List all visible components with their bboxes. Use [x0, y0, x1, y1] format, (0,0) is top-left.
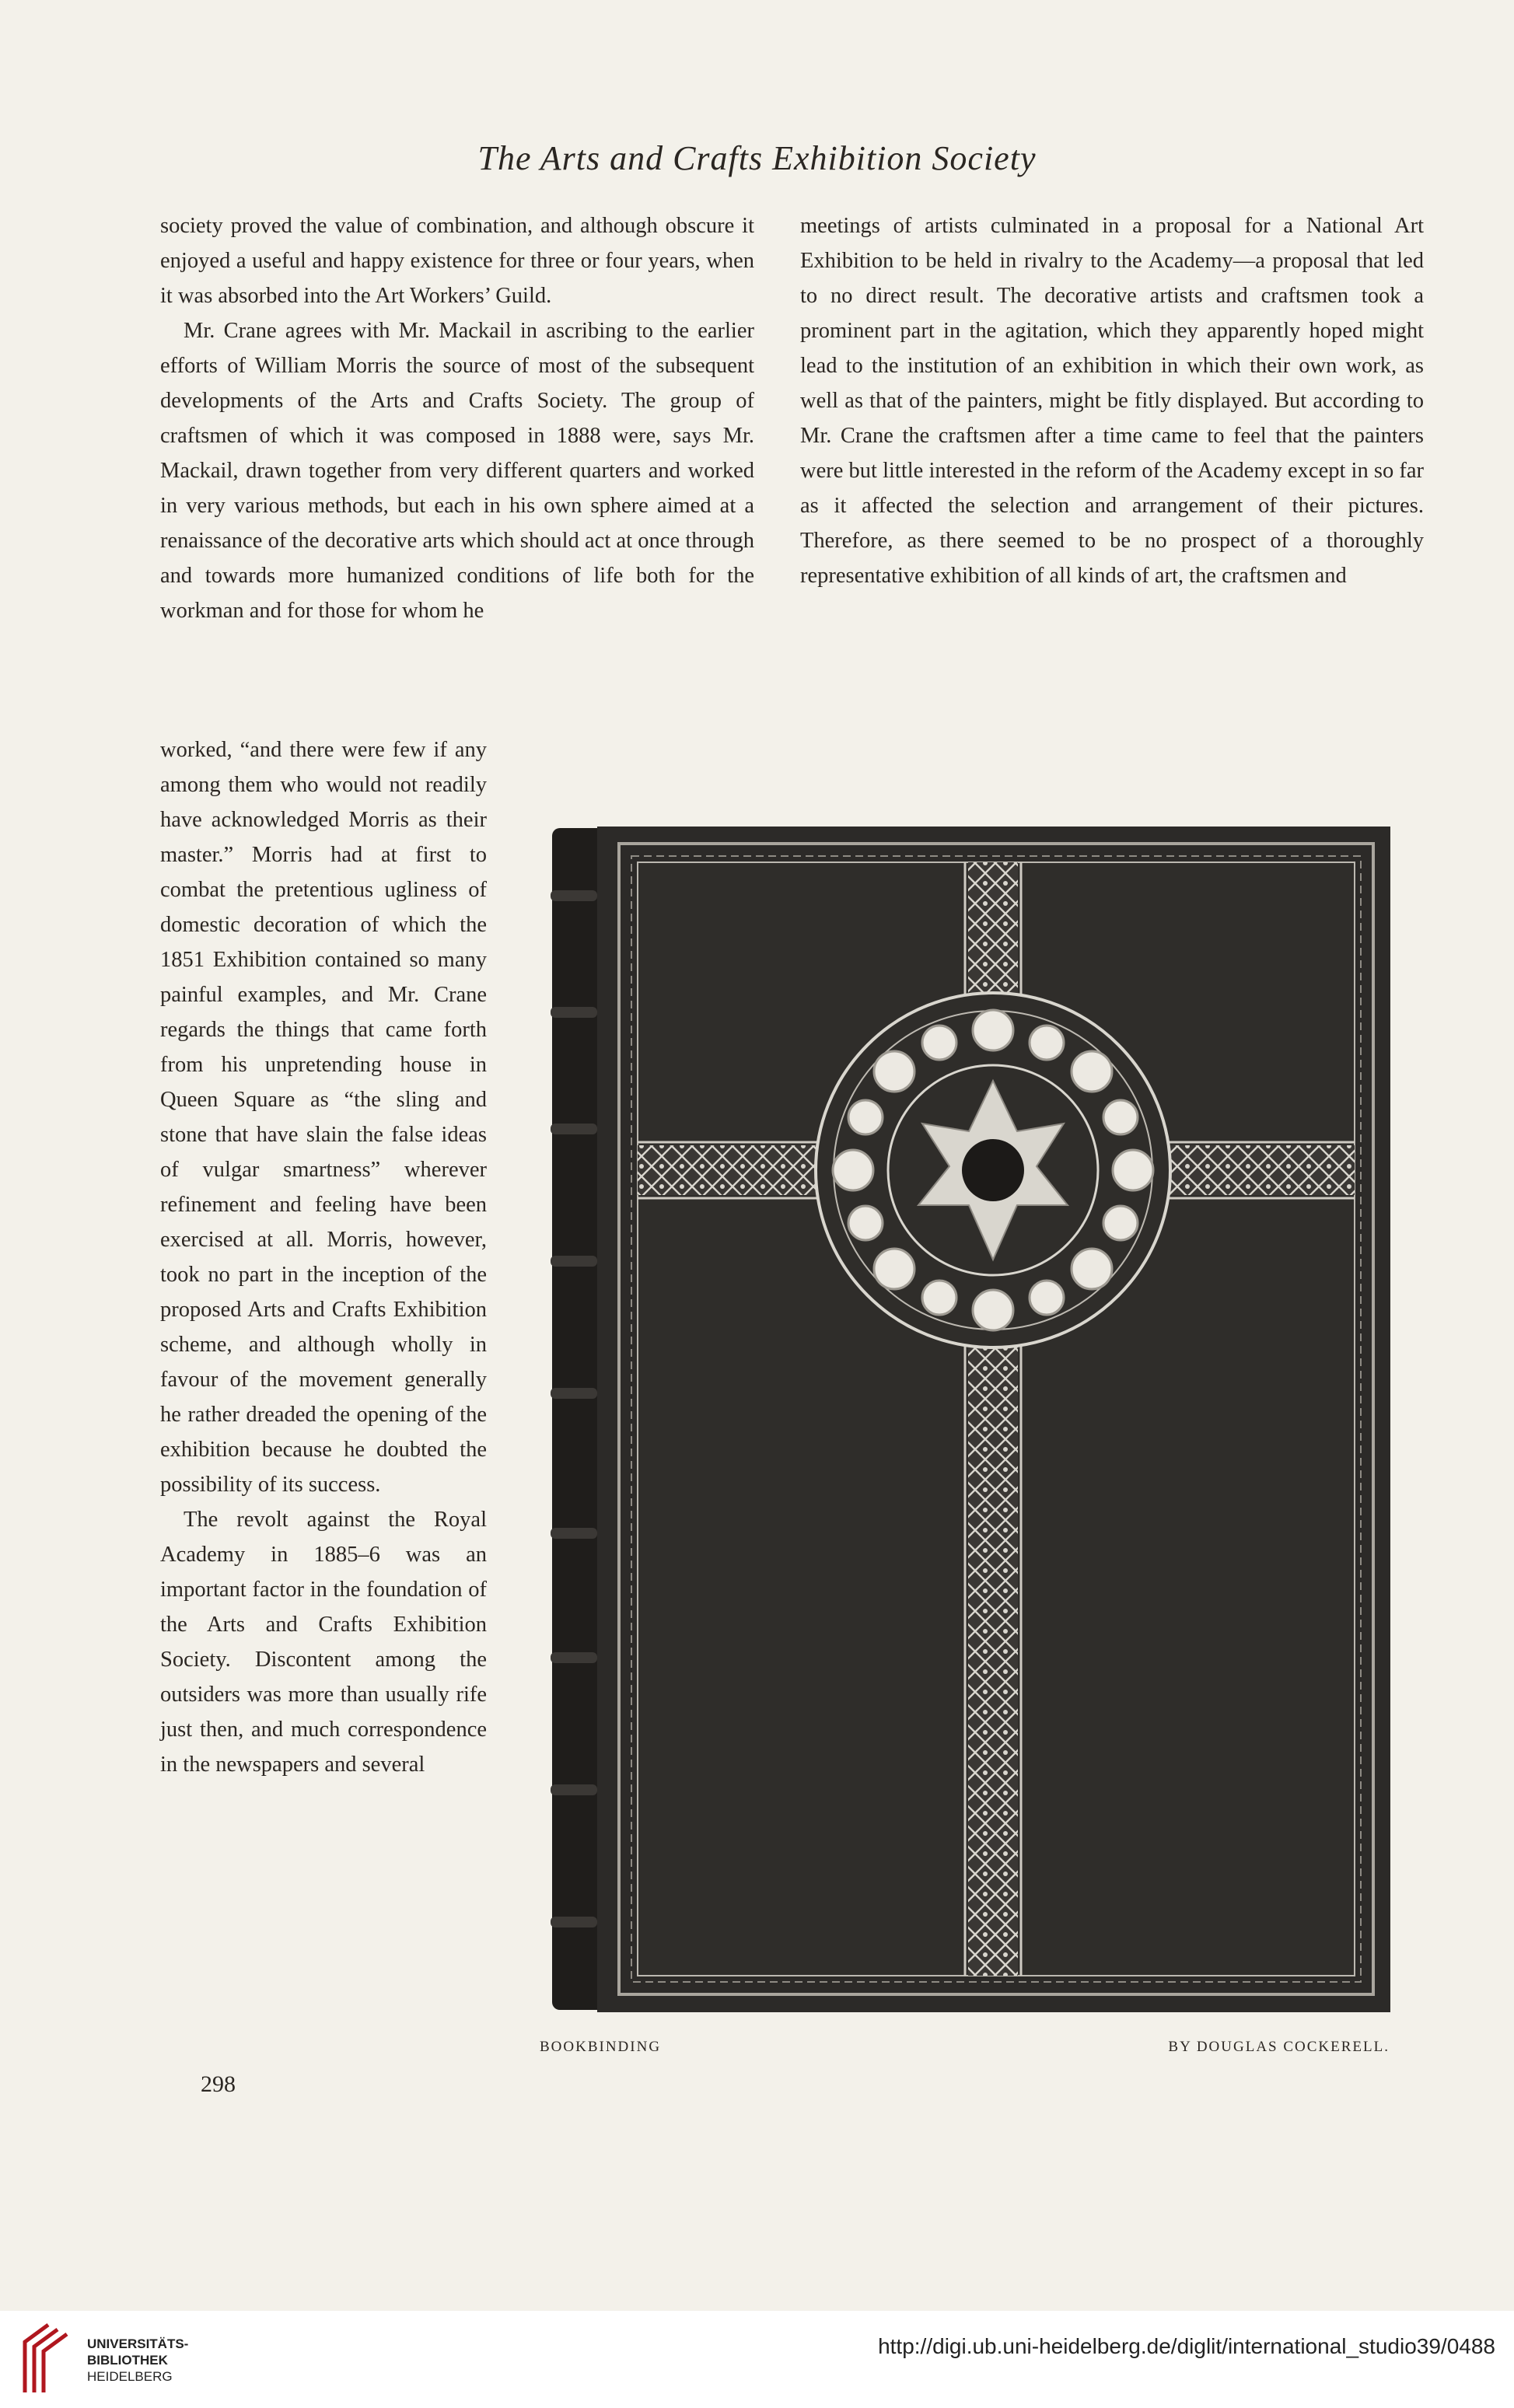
- paragraph: worked, “and there were few if any among them who would not readily have acknowledged Morris as their master.” Morris had at first to combat the pretentious ugliness of domestic decoration of which the 1851 Exhibition contained so many painful examples, and Mr. Crane regards the things that came forth from his unpretending house in Queen Square as “the sling and stone that have slain the false ideas of vulgar smartness” wherever refinement and feeling have been exercised at all. Morris, however, took no part in the inception of the proposed Arts and Crafts Exhibition scheme, and although wholly in favour of the movement generally he rather dreaded the opening of the exhibition because he doubted the possibility of its success.: [160, 738, 487, 1497]
- figure-caption-credit: BY DOUGLAS COCKERELL.: [1168, 2039, 1390, 2055]
- bookbinding-illustration: [551, 813, 1395, 2022]
- figure-caption-title: BOOKBINDING: [540, 2039, 662, 2055]
- paragraph: society proved the value of combination, and although obscure it enjoyed a useful and happy existence for three or four years, when it was absorbed into the Art Workers’ Guild.: [160, 214, 754, 308]
- page-number: 298: [201, 2071, 236, 2097]
- right-column: [800, 208, 1424, 593]
- library-line: UNIVERSITÄTS-: [87, 2336, 189, 2351]
- paragraph: The revolt against the Royal Academy in 1885–6 was an important factor in the foundation of the Arts and Crafts Exhibition Society. Discontent among the outsiders was more than usually rife just then, and much correspondence in the newspapers and several: [160, 1508, 487, 1777]
- footer-bar: [0, 2311, 1514, 2408]
- paragraph: meetings of artists culminated in a proposal for a National Art Exhibition to be held in rivalry to the Academy—a proposal that led to no direct result. The decorative artists and craftsmen took a prominent part in the agitation, which they apparently hoped might lead to the institution of an exhibition in which their own work, as well as that of the painters, might be fitly displayed. But according to Mr. Crane the craftsmen after a time came to feel that the painters were but little interested in the reform of the Academy except in so far as it affected the selection and arrangement of their pictures. Therefore, as there seemed to be no prospect of a thoroughly representative exhibition of all kinds of art, the craftsmen and: [800, 214, 1424, 588]
- library-name: [87, 2336, 188, 2385]
- left-column-narrow: [160, 732, 487, 1782]
- source-url-link[interactable]: http://digi.ub.uni-heidelberg.de/diglit/international_studio39/0488: [878, 2334, 1495, 2358]
- left-column-top: [160, 208, 754, 628]
- paragraph: Mr. Crane agrees with Mr. Mackail in ascribing to the earlier efforts of William Morris the source of most of the subsequent developments of the Arts and Crafts Society. The group of craftsmen of which it was composed in 1888 were, says Mr. Mackail, drawn together from very different quarters and worked in very various methods, but each in his own sphere aimed at a renaissance of the decorative arts which should act at once through and towards more humanized conditions of life both for the workman and for those for whom he: [160, 319, 754, 623]
- running-header: The Arts and Crafts Exhibition Society: [477, 139, 1037, 177]
- library-line: HEIDELBERG: [87, 2369, 173, 2384]
- library-line: BIBLIOTHEK: [87, 2353, 168, 2368]
- library-logo-icon: [17, 2319, 79, 2396]
